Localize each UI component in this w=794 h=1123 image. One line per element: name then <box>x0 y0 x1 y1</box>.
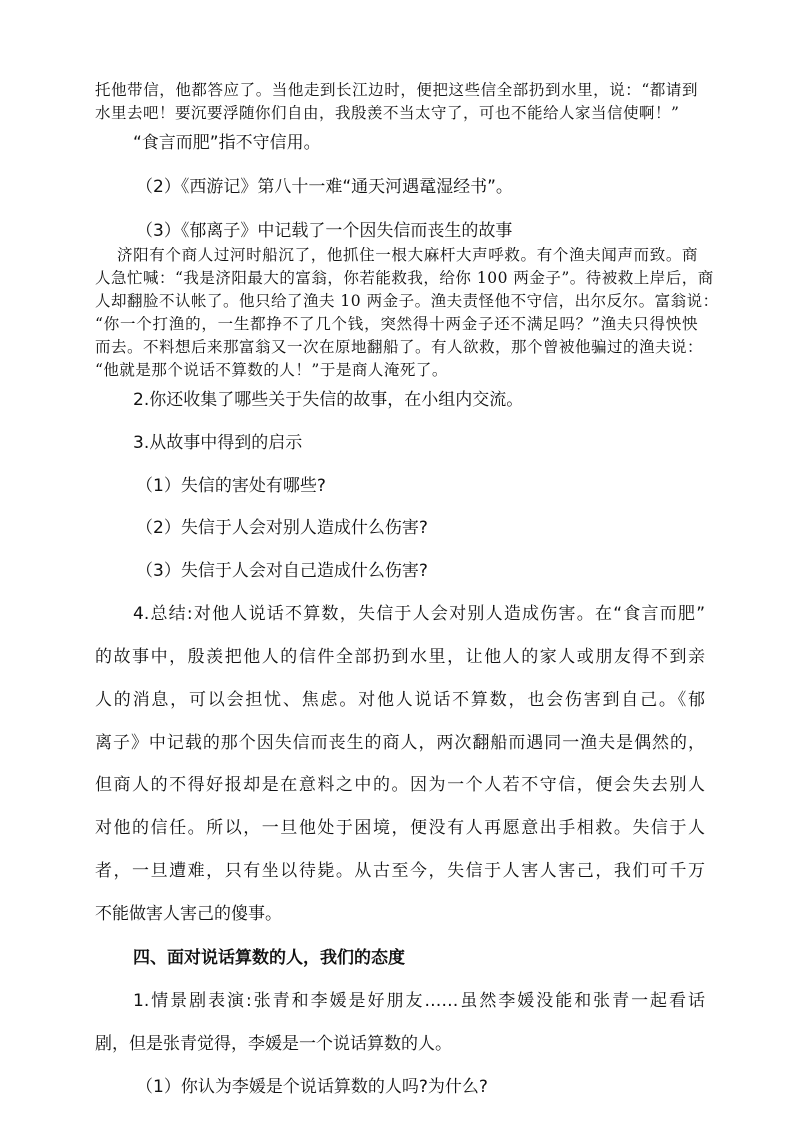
summary-line: 但商人的不得好报却是在意料之中的。因为一个人若不守信，便会失去别人 <box>95 775 705 795</box>
quote-line: 济阳有个商人过河时船沉了，他抓住一根大麻杆大声呼救。有个渔夫闻声而致。商 <box>117 246 698 264</box>
summary-line: 4.总结:对他人说话不算数，失信于人会对别人造成伤害。在“食言而肥” <box>133 604 705 624</box>
summary-line: 人的消息，可以会担忧、焦虑。对他人说话不算数，也会伤害到自己。《郁 <box>95 690 705 710</box>
quote-line: 人急忙喊：“我是济阳最大的富翁，你若能救我，给你 100 两金子”。待被救上岸后，商 <box>95 269 714 287</box>
list-item: （3）《郁离子》中记载了一个因失信而丧生的故事 <box>136 221 513 241</box>
quote-line: “你一个打渔的，一生都挣不了几个钱，突然得十两金子还不满足吗？”渔夫只得怏怏 <box>95 315 698 333</box>
question: 2.你还收集了哪些关于失信的故事，在小组内交流。 <box>133 390 524 410</box>
section-heading: 四、面对说话算数的人，我们的态度 <box>133 948 405 968</box>
sub-question: （1）你认为李媛是个说话算数的人吗?为什么? <box>136 1077 488 1097</box>
summary-line: 者，一旦遭难，只有坐以待毙。从古至今，失信于人害人害己，我们可千万 <box>95 861 705 881</box>
quote-line: 水里去吧！要沉要浮随你们自由，我殷羡不当太守了，可也不能给人家当信使啊！” <box>95 104 680 122</box>
question: 3.从故事中得到的启示 <box>133 433 303 453</box>
sub-question: （2）失信于人会对别人造成什么伤害? <box>136 518 428 538</box>
quote-line: 托他带信，他都答应了。当他走到长江边时，便把这些信全部扔到水里，说：“都请到 <box>95 81 698 99</box>
summary-line: 对他的信任。所以，一旦他处于困境，便没有人再愿意出手相救。失信于人 <box>95 818 705 838</box>
quote-line: “他就是那个说话不算数的人！”于是商人淹死了。 <box>95 361 448 379</box>
summary-line: 不能做害人害己的傻事。 <box>95 904 282 924</box>
quote-line: 人却翻脸不认帐了。他只给了渔夫 10 两金子。渔夫责怪他不守信，出尔反尔。富翁说： <box>95 292 719 310</box>
scene-line: 1.情景剧表演:张青和李媛是好朋友……虽然李媛没能和张青一起看话 <box>133 991 705 1011</box>
sub-question: （3）失信于人会对自己造成什么伤害? <box>136 561 428 581</box>
summary-line: 离子》中记载的那个因失信而丧生的商人，两次翻船而遇同一渔夫是偶然的， <box>95 733 705 753</box>
list-item: （2）《西游记》第八十一难“通天河遇鼋湿经书”。 <box>136 177 513 197</box>
quote-line: 而去。不料想后来那富翁又一次在原地翻船了。有人欲救，那个曾被他骗过的渔夫说： <box>95 338 704 356</box>
paragraph: “食言而肥”指不守信用。 <box>133 133 321 153</box>
sub-question: （1）失信的害处有哪些? <box>136 476 326 496</box>
summary-line: 的故事中，殷羡把他人的信件全部扔到水里，让他人的家人或朋友得不到亲 <box>95 647 705 667</box>
scene-line: 剧，但是张青觉得，李媛是一个说话算数的人。 <box>95 1034 452 1054</box>
